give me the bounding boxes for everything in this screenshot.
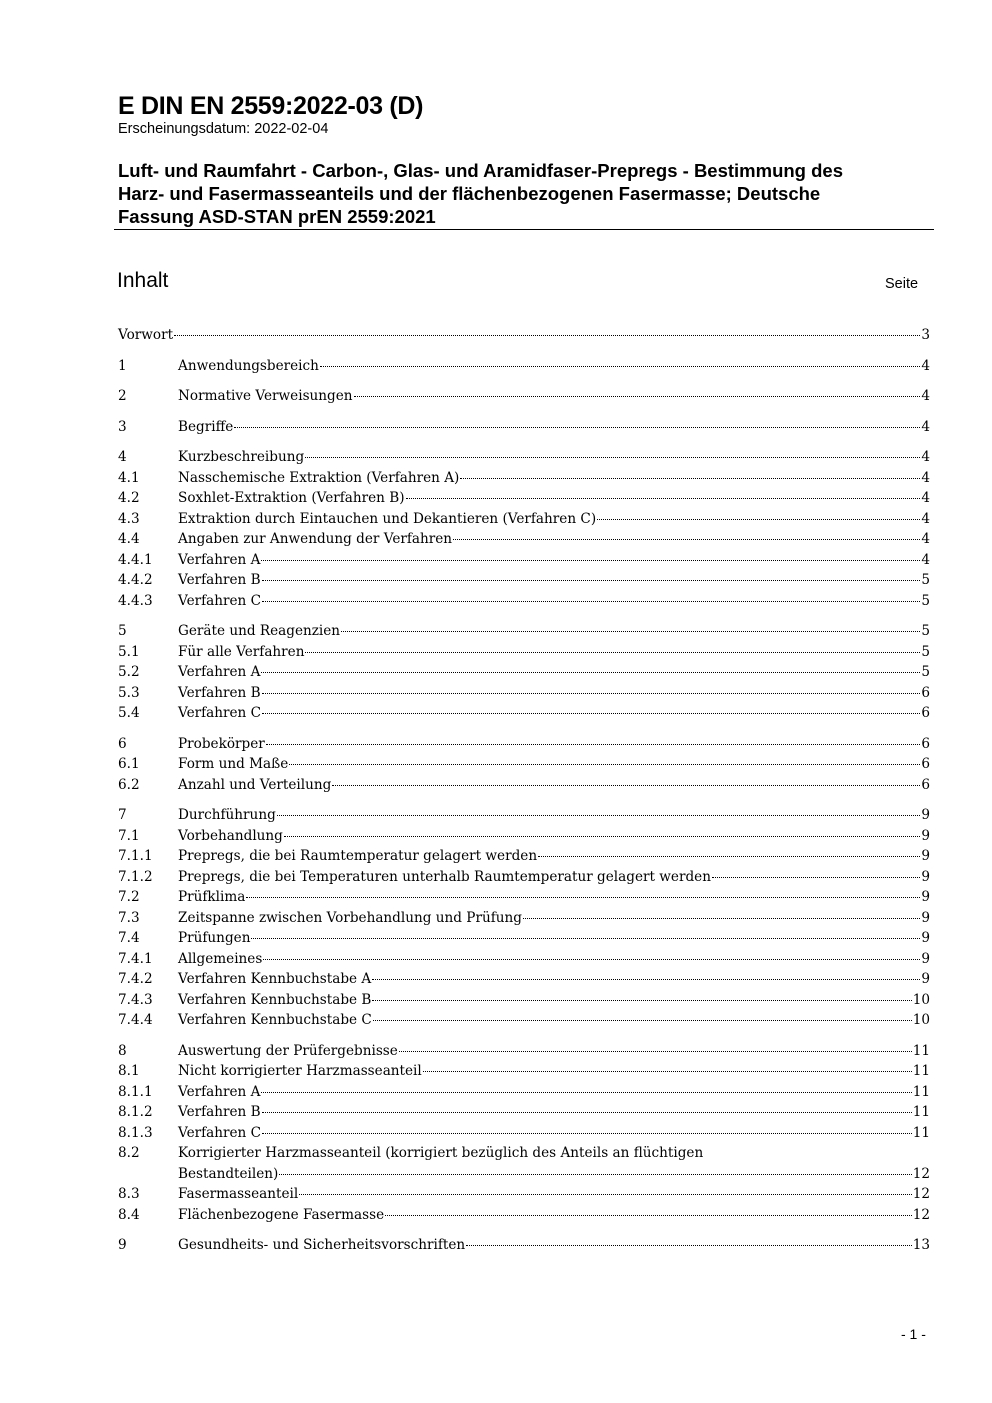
toc-entry-number: 8.1	[118, 1063, 140, 1079]
toc-entry-page: 5	[921, 623, 930, 639]
toc-entry[interactable]	[118, 1010, 930, 1031]
toc-entry[interactable]	[118, 642, 930, 663]
toc-entry[interactable]	[118, 662, 930, 683]
toc-entry-page: 10	[912, 991, 930, 1008]
toc-entry-title: Verfahren Kennbuchstabe B	[178, 991, 372, 1008]
toc-entry-title: Bestandteilen)	[178, 1165, 279, 1182]
dot-leader	[523, 918, 920, 919]
dot-leader	[373, 1020, 912, 1021]
title-divider	[114, 229, 934, 230]
toc-entry[interactable]	[118, 846, 930, 867]
toc-entry-title: Auswertung der Prüfergebnisse	[178, 1042, 398, 1059]
toc-entry-title: Flächenbezogene Fasermasse	[178, 1206, 385, 1223]
toc-entry-page: 9	[921, 909, 930, 926]
toc-entry-page: 4	[921, 418, 930, 435]
toc-entry-page: 4	[921, 531, 930, 547]
dot-leader	[262, 693, 921, 694]
dot-leader	[234, 427, 920, 428]
toc-entry[interactable]	[118, 990, 930, 1011]
toc-entry-number: 9	[118, 1237, 127, 1253]
toc-entry-page: 9	[921, 889, 930, 905]
dot-leader	[305, 652, 920, 653]
dot-leader	[332, 785, 920, 786]
toc-entry[interactable]	[118, 908, 930, 929]
toc-entry-title: Probekörper	[178, 735, 265, 752]
dot-leader	[262, 1112, 912, 1113]
toc-entry[interactable]	[118, 1102, 930, 1123]
toc-entry-title: Verfahren C	[178, 592, 262, 609]
toc-entry-number: 7.4	[118, 930, 140, 946]
dot-leader	[423, 1071, 912, 1072]
toc-entry-page: 4	[921, 551, 930, 568]
title-line: Harz- und Fasermasseanteils und der flächenbezogenen Fasermasse; Deutsche	[118, 183, 821, 204]
toc-entry-page: 9	[921, 848, 930, 864]
toc-entry-number: 8.4	[118, 1206, 140, 1223]
toc-entry-title: Allgemeines	[178, 950, 263, 967]
toc-entry[interactable]	[118, 621, 930, 642]
dot-leader	[261, 1092, 911, 1093]
toc-entry[interactable]	[118, 529, 930, 550]
dot-leader	[399, 1051, 912, 1052]
table-of-contents	[118, 325, 930, 1256]
toc-entry-number: 4.4	[118, 531, 140, 547]
toc-entry-page: 11	[912, 1104, 930, 1120]
dot-leader	[453, 539, 920, 540]
toc-entry-number: 8.3	[118, 1186, 140, 1202]
toc-entry-page: 6	[921, 705, 930, 721]
toc-entry-number: 8.1.1	[118, 1083, 153, 1100]
toc-entry-page: 4	[921, 510, 930, 527]
dot-leader	[246, 897, 920, 898]
toc-entry-page: 9	[921, 807, 930, 823]
toc-entry-page: 9	[921, 930, 930, 946]
dot-leader	[372, 979, 920, 980]
toc-entry[interactable]	[118, 1041, 930, 1062]
toc-entry-number: 2	[118, 388, 127, 404]
toc-entry-number: 4.4.3	[118, 592, 153, 609]
dot-leader	[261, 560, 920, 561]
toc-entry-number: 8.2	[118, 1145, 140, 1161]
toc-entry-title: Extraktion durch Eintauchen und Dekantieren (Verfahren C)	[178, 510, 597, 527]
dot-leader	[289, 764, 920, 765]
toc-entry-title: Verfahren A	[178, 664, 261, 680]
toc-entry-title: Verfahren C	[178, 1124, 262, 1141]
toc-entry-page: 4	[921, 469, 930, 486]
toc-entry[interactable]	[118, 754, 930, 775]
toc-entry-page: 6	[921, 735, 930, 752]
toc-entry-title: Kurzbeschreibung	[178, 449, 305, 465]
toc-entry-page: 9	[921, 827, 930, 844]
toc-entry-page: 5	[921, 643, 930, 660]
toc-entry-title: Prepregs, die bei Raumtemperatur gelagert werden	[178, 848, 538, 864]
dot-leader	[262, 580, 921, 581]
toc-entry[interactable]	[118, 509, 930, 530]
toc-entry-page: 11	[912, 1083, 930, 1100]
dot-leader	[262, 601, 920, 602]
dot-leader	[262, 1133, 912, 1134]
toc-entry-number: 3	[118, 418, 127, 435]
toc-entry-page: 6	[921, 756, 930, 772]
toc-entry-title: Gesundheits- und Sicherheitsvorschriften	[178, 1237, 466, 1253]
title-line: Fassung ASD-STAN prEN 2559:2021	[118, 206, 436, 227]
dot-leader	[262, 713, 920, 714]
toc-entry-page: 9	[921, 868, 930, 885]
toc-entry-page: 9	[921, 971, 930, 987]
dot-leader	[385, 1215, 912, 1216]
toc-entry-number: 1	[118, 357, 127, 374]
toc-entry-title: Geräte und Reagenzien	[178, 623, 341, 639]
toc-entry[interactable]	[118, 805, 930, 826]
dot-leader	[354, 396, 921, 397]
toc-entry[interactable]	[118, 1184, 930, 1205]
toc-entry-title: Verfahren Kennbuchstabe A	[178, 971, 372, 987]
toc-entry-page: 11	[912, 1042, 930, 1059]
toc-entry[interactable]	[118, 734, 930, 755]
title-line: Luft- und Raumfahrt - Carbon-, Glas- und Aramidfaser-Prepregs - Bestimmung des	[118, 160, 843, 181]
toc-entry-page: 4	[921, 388, 930, 404]
toc-entry-page: 4	[921, 490, 930, 506]
toc-entry[interactable]	[118, 887, 930, 908]
page-column-label: Seite	[885, 276, 919, 292]
toc-entry-title: Zeitspanne zwischen Vorbehandlung und Prüfung	[178, 909, 522, 926]
dot-leader	[372, 1000, 911, 1001]
dot-leader	[263, 959, 920, 960]
toc-entry-page: 4	[921, 357, 930, 374]
toc-entry-number: 6.1	[118, 756, 140, 772]
dot-leader	[466, 1245, 912, 1246]
toc-entry-title-line: Korrigierter Harzmasseanteil (korrigiert bezüglich des Anteils an flüchtigen	[178, 1145, 704, 1161]
toc-entry-number: 5.1	[118, 643, 140, 660]
toc-entry-page: 11	[912, 1124, 930, 1141]
toc-entry-title: Durchführung	[178, 807, 276, 823]
dot-leader	[279, 1174, 911, 1175]
toc-entry-page: 9	[921, 950, 930, 967]
toc-entry[interactable]	[118, 775, 930, 796]
toc-entry-title: Angaben zur Anwendung der Verfahren	[178, 531, 453, 547]
toc-entry-page: 4	[921, 449, 930, 465]
toc-entry-number: 8	[118, 1042, 127, 1059]
toc-entry-title: Verfahren B	[178, 572, 261, 588]
toc-entry-page: 12	[912, 1165, 930, 1182]
dot-leader	[261, 672, 920, 673]
dot-leader	[284, 836, 920, 837]
toc-entry-number: 5.3	[118, 684, 140, 701]
toc-entry[interactable]	[118, 447, 930, 468]
toc-entry[interactable]	[118, 570, 930, 591]
toc-entry[interactable]	[118, 386, 930, 407]
dot-leader	[712, 877, 920, 878]
toc-entry[interactable]	[118, 488, 930, 509]
toc-entry[interactable]	[118, 325, 930, 346]
toc-entry[interactable]	[118, 703, 930, 724]
toc-entry-page: 11	[912, 1063, 930, 1079]
toc-entry[interactable]	[118, 468, 930, 489]
toc-entry-title: Prüfungen	[178, 930, 251, 946]
toc-entry-title: Fasermasseanteil	[178, 1186, 299, 1202]
document-id: E DIN EN 2559:2022-03 (D)	[118, 92, 424, 120]
toc-entry[interactable]	[118, 591, 930, 612]
toc-entry-number: 4.3	[118, 510, 140, 527]
page-number: - 1 -	[901, 1326, 926, 1342]
toc-heading: Inhalt	[117, 269, 169, 292]
toc-entry-page: 13	[912, 1237, 930, 1253]
toc-entry[interactable]	[118, 417, 930, 438]
toc-entry-number: 7.1.2	[118, 868, 153, 885]
toc-entry-title: Soxhlet-Extraktion (Verfahren B)	[178, 490, 405, 506]
toc-entry-number: 4.1	[118, 469, 140, 486]
toc-entry-page: 6	[921, 684, 930, 701]
toc-entry-number: 7.4.3	[118, 991, 153, 1008]
toc-entry-title: Anzahl und Verteilung	[178, 776, 332, 793]
toc-entry-title: Nicht korrigierter Harzmasseanteil	[178, 1063, 422, 1079]
dot-leader	[341, 631, 920, 632]
toc-entry[interactable]	[118, 1123, 930, 1144]
toc-entry-page: 12	[912, 1206, 930, 1223]
dot-leader	[460, 478, 920, 479]
toc-entry-page: 5	[921, 572, 930, 588]
toc-entry[interactable]	[118, 867, 930, 888]
toc-entry[interactable]	[118, 1205, 930, 1226]
toc-entry-page: 5	[921, 592, 930, 609]
dot-leader	[597, 519, 920, 520]
dot-leader	[538, 856, 920, 857]
toc-entry-number: 7.4.1	[118, 950, 153, 967]
publication-date: Erscheinungsdatum: 2022-02-04	[118, 121, 329, 137]
toc-entry[interactable]	[118, 928, 930, 949]
dot-leader	[299, 1194, 912, 1195]
toc-entry-page: 3	[921, 327, 930, 343]
toc-entry-number: 4.4.2	[118, 572, 153, 588]
toc-entry-number: 7.4.2	[118, 971, 153, 987]
toc-entry-page: 10	[912, 1012, 930, 1028]
dot-leader	[305, 457, 920, 458]
dot-leader	[320, 366, 920, 367]
toc-entry[interactable]	[118, 683, 930, 704]
toc-entry-number: 7.1.1	[118, 848, 153, 864]
document-title	[118, 159, 933, 228]
toc-entry-page: 12	[912, 1186, 930, 1202]
toc-entry-title: Verfahren B	[178, 684, 261, 701]
toc-entry-title: Prüfklima	[178, 889, 246, 905]
toc-entry-number: 7.1	[118, 827, 140, 844]
toc-entry-number: 7.2	[118, 889, 140, 905]
toc-entry[interactable]	[118, 550, 930, 571]
toc-entry-page: 5	[921, 664, 930, 680]
toc-entry-number: 4	[118, 449, 127, 465]
toc-entry-number: 7	[118, 807, 127, 823]
toc-entry-number: 8.1.3	[118, 1124, 153, 1141]
toc-entry-title: Verfahren A	[178, 551, 261, 568]
toc-entry-number: 4.2	[118, 490, 140, 506]
toc-entry-number: 5.4	[118, 705, 140, 721]
dot-leader	[406, 498, 921, 499]
toc-entry[interactable]	[118, 1235, 930, 1256]
toc-entry-page: 6	[921, 776, 930, 793]
toc-entry-number: 6	[118, 735, 127, 752]
toc-entry[interactable]	[118, 356, 930, 377]
dot-leader	[251, 938, 920, 939]
toc-entry-number: 4.4.1	[118, 551, 153, 568]
toc-entry-title: Anwendungsbereich	[178, 357, 319, 374]
dot-leader	[277, 815, 921, 816]
toc-entry-title: Verfahren Kennbuchstabe C	[178, 1012, 372, 1028]
toc-entry-number: 7.3	[118, 909, 140, 926]
toc-entry-number: 8.1.2	[118, 1104, 153, 1120]
toc-entry-title: Verfahren B	[178, 1104, 261, 1120]
toc-entry[interactable]	[118, 969, 930, 990]
toc-entry-title: Für alle Verfahren	[178, 643, 305, 660]
toc-entry[interactable]	[118, 826, 930, 847]
toc-entry-title: Vorwort	[118, 327, 174, 343]
toc-entry[interactable]	[118, 1143, 930, 1184]
toc-entry-title: Begriffe	[178, 418, 234, 435]
toc-entry-title: Prepregs, die bei Temperaturen unterhalb Raumtemperatur gelagert werden	[178, 868, 711, 885]
toc-entry-number: 5.2	[118, 664, 140, 680]
toc-entry-number: 5	[118, 623, 127, 639]
toc-entry-title: Vorbehandlung	[178, 827, 283, 844]
toc-entry-number: 7.4.4	[118, 1012, 153, 1028]
toc-entry-title: Form und Maße	[178, 756, 289, 772]
toc-entry-title: Normative Verweisungen	[178, 388, 353, 404]
toc-entry-title: Verfahren C	[178, 705, 262, 721]
dot-leader	[266, 744, 921, 745]
toc-entry[interactable]	[118, 1082, 930, 1103]
toc-entry[interactable]	[118, 949, 930, 970]
dot-leader	[174, 335, 920, 336]
toc-entry-number: 6.2	[118, 776, 140, 793]
toc-entry-title: Verfahren A	[178, 1083, 261, 1100]
toc-entry-title: Nasschemische Extraktion (Verfahren A)	[178, 469, 460, 486]
toc-entry[interactable]	[118, 1061, 930, 1082]
